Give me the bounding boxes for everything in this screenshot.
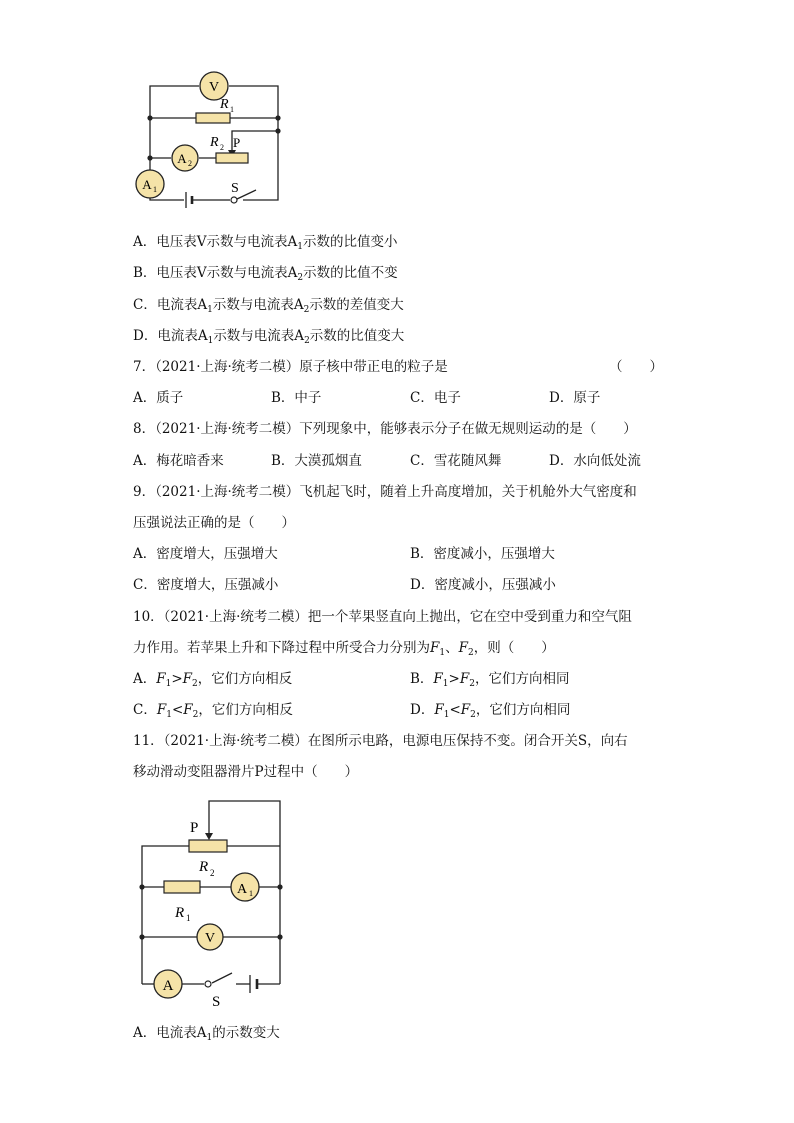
- svg-text:2: 2: [188, 159, 192, 168]
- svg-text:A: A: [142, 177, 152, 192]
- svg-text:2: 2: [220, 143, 224, 152]
- q10-option-d: D．$F_1<F_2$，它们方向相同: [410, 702, 571, 720]
- svg-text:A: A: [162, 978, 174, 994]
- q10-stem-line2: 力作用。若苹果上升和下降过程中所受合力分别为$F_1$、$F_2$，则（ ）: [133, 640, 555, 658]
- q6-option-a: A．电压表V示数与电流表$A_1$示数的比值变小: [133, 234, 398, 252]
- q10-option-a: A．$F_1>F_2$，它们方向相反: [133, 671, 293, 689]
- svg-text:S: S: [212, 994, 221, 1010]
- svg-text:R: R: [199, 859, 209, 875]
- q9-option-d: D．密度减小，压强减小: [410, 577, 556, 593]
- svg-text:1: 1: [153, 185, 157, 194]
- resistor-r2: [189, 840, 227, 852]
- q7-stem: 7．（2021·上海·统考二模）原子核中带正电的粒子是 （ ）: [133, 359, 663, 375]
- svg-text:P: P: [190, 820, 199, 836]
- q9-option-a: A．密度增大，压强增大: [133, 546, 278, 562]
- q9-option-b: B．密度减小，压强增大: [410, 546, 555, 562]
- circuit-diagram-2: [130, 795, 290, 1010]
- resistor-r2: [216, 153, 248, 163]
- q8-stem: 8．（2021·上海·统考二模）下列现象中，能够表示分子在做无规则运动的是（ ）: [133, 421, 637, 437]
- svg-text:1: 1: [230, 105, 234, 114]
- svg-text:A: A: [236, 882, 248, 897]
- svg-text:R: R: [210, 135, 219, 150]
- q8-option-b: B．大漠孤烟直: [271, 453, 362, 469]
- resistor-r1: [196, 113, 230, 123]
- q8-option-c: C．雪花随风舞: [410, 453, 502, 469]
- svg-text:V: V: [204, 931, 216, 946]
- resistor-r1: [164, 881, 200, 893]
- q9-option-c: C．密度增大，压强减小: [133, 577, 279, 593]
- svg-text:1: 1: [186, 913, 191, 923]
- q7-option-a: A．质子: [133, 390, 184, 406]
- q11-stem-line2: 移动滑动变阻器滑片P过程中（ ）: [133, 764, 359, 780]
- q9-stem-line1: 9．（2021·上海·统考二模）飞机起飞时，随着上升高度增加，关于机舱外大气密度和: [133, 484, 637, 500]
- q8-option-d: D．水向低处流: [549, 453, 641, 469]
- q11-option-a: A．电流表$A_1$的示数变大: [133, 1025, 280, 1043]
- svg-text:A: A: [177, 151, 187, 166]
- q10-option-b: B．$F_1>F_2$，它们方向相同: [410, 671, 570, 689]
- q6-option-c: C．电流表$A_1$示数与电流表$A_2$示数的差值变大: [133, 297, 404, 315]
- q7-option-c: C．电子: [410, 390, 461, 406]
- q10-option-c: C．$F_1<F_2$，它们方向相反: [133, 702, 293, 720]
- svg-text:S: S: [231, 181, 239, 196]
- svg-text:R: R: [175, 905, 185, 921]
- svg-text:2: 2: [210, 868, 215, 878]
- q10-stem-line1: 10．（2021·上海·统考二模）把一个苹果竖直向上抛出，它在空中受到重力和空气阻: [133, 609, 632, 625]
- q8-option-a: A．梅花暗香来: [133, 453, 224, 469]
- q7-option-b: B．中子: [271, 390, 322, 406]
- q11-stem-line1: 11．（2021·上海·统考二模）在图所示电路，电源电压保持不变。闭合开关S，向右: [133, 733, 628, 749]
- svg-text:P: P: [233, 135, 241, 150]
- q7-option-d: D．原子: [549, 390, 601, 406]
- svg-text:R: R: [220, 97, 229, 112]
- q6-option-d: D．电流表$A_1$示数与电流表$A_2$示数的比值变大: [133, 328, 405, 346]
- circuit-diagram-1: [130, 68, 290, 218]
- q9-stem-line2: 压强说法正确的是（ ）: [133, 515, 295, 531]
- q6-option-b: B．电压表V示数与电流表$A_2$示数的比值不变: [133, 265, 398, 283]
- svg-text:V: V: [208, 80, 220, 95]
- svg-text:1: 1: [249, 889, 253, 898]
